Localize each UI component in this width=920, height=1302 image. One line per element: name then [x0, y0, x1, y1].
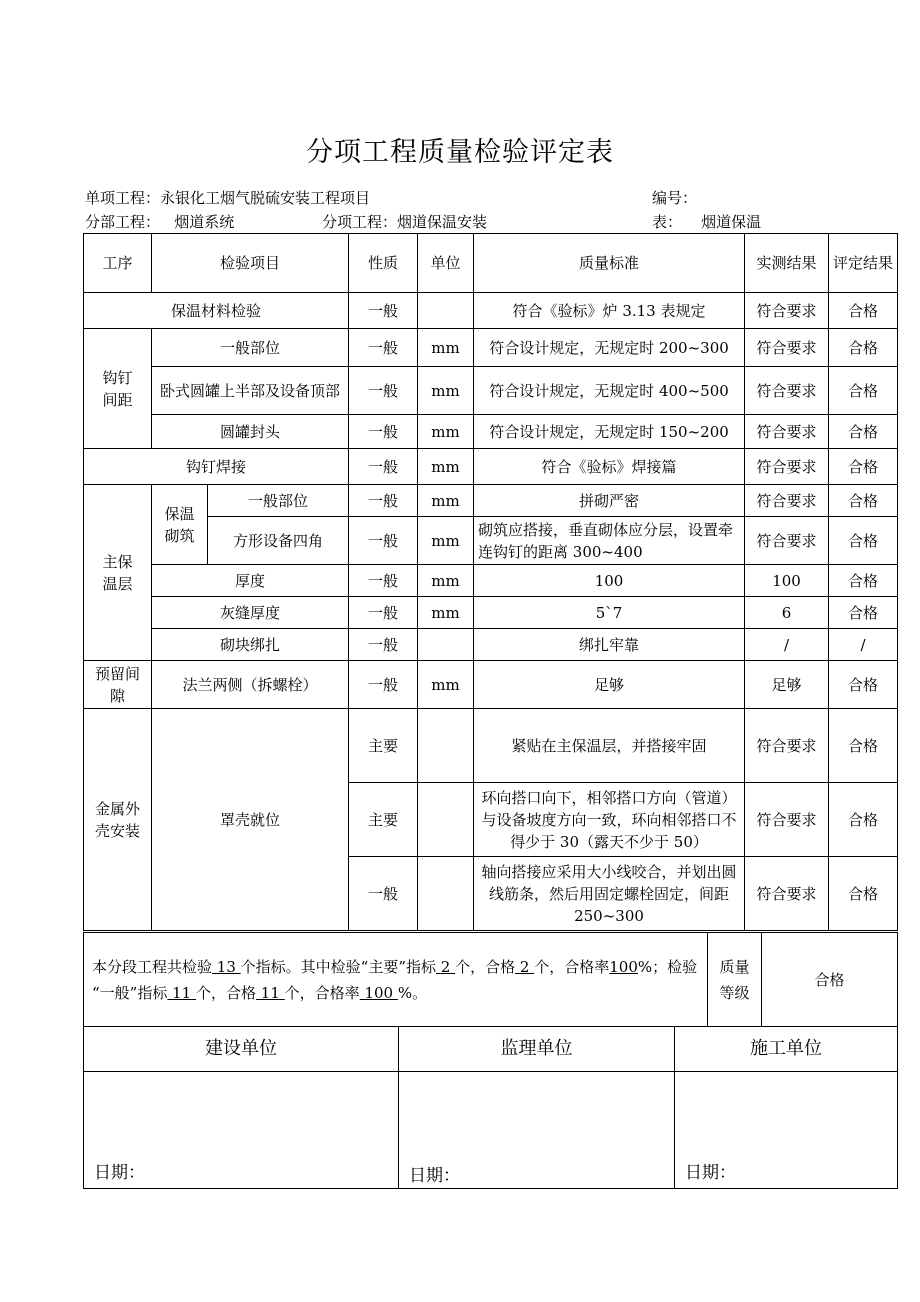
nature-cell: 一般 [349, 597, 418, 629]
measured-cell: 符合要求 [745, 293, 829, 329]
rating-cell: 合格 [829, 857, 898, 931]
measured-cell: 6 [745, 597, 829, 629]
item-cell: 法兰两侧（拆螺栓） [152, 661, 349, 709]
rating-cell: 合格 [829, 783, 898, 857]
unit-cell [418, 629, 474, 661]
unit-cell [418, 709, 474, 783]
table-row [84, 565, 898, 597]
standard-cell: 紧贴在主保温层，并搭接牢固 [474, 709, 745, 783]
division-project: 分部工程： 烟道系统 [85, 213, 235, 231]
nature-cell: 一般 [349, 661, 418, 709]
measured-cell: 符合要求 [745, 517, 829, 565]
measured-cell: 符合要求 [745, 485, 829, 517]
header-rating: 评定结果 [829, 234, 898, 293]
item-cell: 保温材料检验 [84, 293, 349, 329]
standard-cell: 符合设计规定，无规定时 150~200 [474, 415, 745, 449]
group-insulation-masonry: 保温砌筑 [152, 485, 208, 565]
group-nail-spacing: 钩钉间距 [84, 329, 152, 449]
unit-cell [418, 293, 474, 329]
unit-cell [418, 857, 474, 931]
item-cell: 圆罐封头 [152, 415, 349, 449]
nature-cell: 一般 [349, 367, 418, 415]
nature-cell: 一般 [349, 517, 418, 565]
header-process: 工序 [84, 234, 152, 293]
unit-cell: mm [418, 565, 474, 597]
standard-cell: 砌筑应搭接，垂直砌体应分层，设置牵连钩钉的距离 300~400 [474, 517, 745, 565]
unit-cell: mm [418, 329, 474, 367]
table-row [84, 367, 898, 415]
general-count: 11 [172, 983, 192, 1002]
general-pass-count: 11 [260, 983, 280, 1002]
supervision-unit-header: 监理单位 [399, 1027, 675, 1072]
summary-table [83, 932, 898, 1027]
quality-grade-value: 合格 [762, 933, 898, 1027]
date-label: 日期： [409, 1166, 460, 1186]
standard-cell: 符合《验标》焊接篇 [474, 449, 745, 485]
supervision-signature [399, 1072, 675, 1189]
unit-cell: mm [418, 517, 474, 565]
measured-cell: 符合要求 [745, 449, 829, 485]
item-cell: 砌块绑扎 [152, 629, 349, 661]
standard-cell: 环向搭口向下，相邻搭口方向（管道）与设备坡度方向一致，环向相邻搭口不得少于 30（露天不少于 50） [474, 783, 745, 857]
item-cell: 厚度 [152, 565, 349, 597]
inspection-table [83, 233, 898, 931]
nature-cell: 一般 [349, 449, 418, 485]
item-cell: 一般部位 [208, 485, 349, 517]
item-cell: 罩壳就位 [152, 709, 349, 931]
item-cell: 灰缝厚度 [152, 597, 349, 629]
table-row [84, 449, 898, 485]
nature-cell: 一般 [349, 415, 418, 449]
table-row [84, 485, 898, 517]
nature-cell: 一般 [349, 293, 418, 329]
group-reserved-gap: 预留间隙 [84, 661, 152, 709]
standard-cell: 符合《验标》炉 3.13 表规定 [474, 293, 745, 329]
rating-cell: 合格 [829, 709, 898, 783]
rating-cell: 合格 [829, 415, 898, 449]
number-label: 编号： [652, 189, 698, 207]
measured-cell: 符合要求 [745, 709, 829, 783]
measured-cell: 符合要求 [745, 367, 829, 415]
standard-cell: 拼砌严密 [474, 485, 745, 517]
rating-cell: 合格 [829, 449, 898, 485]
rating-cell: 合格 [829, 565, 898, 597]
item-cell: 一般部位 [152, 329, 349, 367]
major-count: 2 [440, 957, 451, 976]
table-row [84, 293, 898, 329]
quality-grade-label: 质量等级 [708, 933, 762, 1027]
header-row [84, 234, 898, 293]
summary-text: 本分段工程共检验 13 个指标。其中检验“主要”指标 2 个，合格 2 个，合格率100%；检验 “一般”指标 11 个，合格 11 个，合格率 100 %。 [84, 933, 708, 1027]
unit-cell: mm [418, 449, 474, 485]
item-cell: 卧式圆罐上半部及设备顶部 [152, 367, 349, 415]
measured-cell: 100 [745, 565, 829, 597]
page-title: 分项工程质量检验评定表 [306, 137, 614, 168]
header-standard: 质量标准 [474, 234, 745, 293]
header-measured: 实测结果 [745, 234, 829, 293]
total-count: 13 [216, 957, 236, 976]
header-item: 检验项目 [152, 234, 349, 293]
contractor-unit-header: 施工单位 [675, 1027, 898, 1072]
construction-unit-header: 建设单位 [84, 1027, 399, 1072]
table-label: 表： 烟道保温 [652, 213, 762, 231]
major-pass-count: 2 [519, 957, 530, 976]
measured-cell: 符合要求 [745, 857, 829, 931]
nature-cell: 一般 [349, 485, 418, 517]
item-cell: 钩钉焊接 [84, 449, 349, 485]
rating-cell: 合格 [829, 517, 898, 565]
major-pass-rate: 100 [609, 957, 638, 976]
rating-cell: 合格 [829, 329, 898, 367]
item-cell: 方形设备四角 [208, 517, 349, 565]
standard-cell: 轴向搭接应采用大小线咬合，并划出圆线筋条，然后用固定螺栓固定，间距 250~300 [474, 857, 745, 931]
standard-cell: 符合设计规定，无规定时 200~300 [474, 329, 745, 367]
unit-cell: mm [418, 367, 474, 415]
nature-cell: 主要 [349, 783, 418, 857]
group-metal-shell: 金属外壳安装 [84, 709, 152, 931]
nature-cell: 主要 [349, 709, 418, 783]
table-row [84, 709, 898, 783]
unit-cell: mm [418, 661, 474, 709]
rating-cell: 合格 [829, 293, 898, 329]
nature-cell: 一般 [349, 565, 418, 597]
general-pass-rate: 100 [364, 983, 394, 1002]
rating-cell: 合格 [829, 661, 898, 709]
date-label: 日期： [94, 1163, 145, 1183]
rating-cell: 合格 [829, 597, 898, 629]
header-unit: 单位 [418, 234, 474, 293]
contractor-signature [675, 1072, 898, 1189]
standard-cell: 绑扎牢靠 [474, 629, 745, 661]
unit-cell: mm [418, 485, 474, 517]
standard-cell: 100 [474, 565, 745, 597]
table-row [84, 415, 898, 449]
rating-cell: / [829, 629, 898, 661]
group-main-insulation: 主保温层 [84, 485, 152, 661]
rating-cell: 合格 [829, 367, 898, 415]
measured-cell: 足够 [745, 661, 829, 709]
unit-cell: mm [418, 415, 474, 449]
table-row [84, 661, 898, 709]
measured-cell: 符合要求 [745, 783, 829, 857]
standard-cell: 足够 [474, 661, 745, 709]
construction-signature [84, 1072, 399, 1189]
rating-cell: 合格 [829, 485, 898, 517]
standard-cell: 5`7 [474, 597, 745, 629]
unit-cell [418, 783, 474, 857]
nature-cell: 一般 [349, 329, 418, 367]
signature-table [83, 1026, 898, 1189]
measured-cell: 符合要求 [745, 329, 829, 367]
measured-cell: 符合要求 [745, 415, 829, 449]
standard-cell: 符合设计规定，无规定时 400~500 [474, 367, 745, 415]
unit-project: 单项工程：永银化工烟气脱硫安装工程项目 [85, 189, 371, 207]
nature-cell: 一般 [349, 629, 418, 661]
measured-cell: / [745, 629, 829, 661]
table-row [84, 597, 898, 629]
date-label: 日期： [685, 1163, 736, 1183]
sub-project: 分项工程：烟道保温安装 [322, 213, 488, 231]
nature-cell: 一般 [349, 857, 418, 931]
unit-cell: mm [418, 597, 474, 629]
table-row [84, 329, 898, 367]
header-nature: 性质 [349, 234, 418, 293]
table-row [84, 629, 898, 661]
